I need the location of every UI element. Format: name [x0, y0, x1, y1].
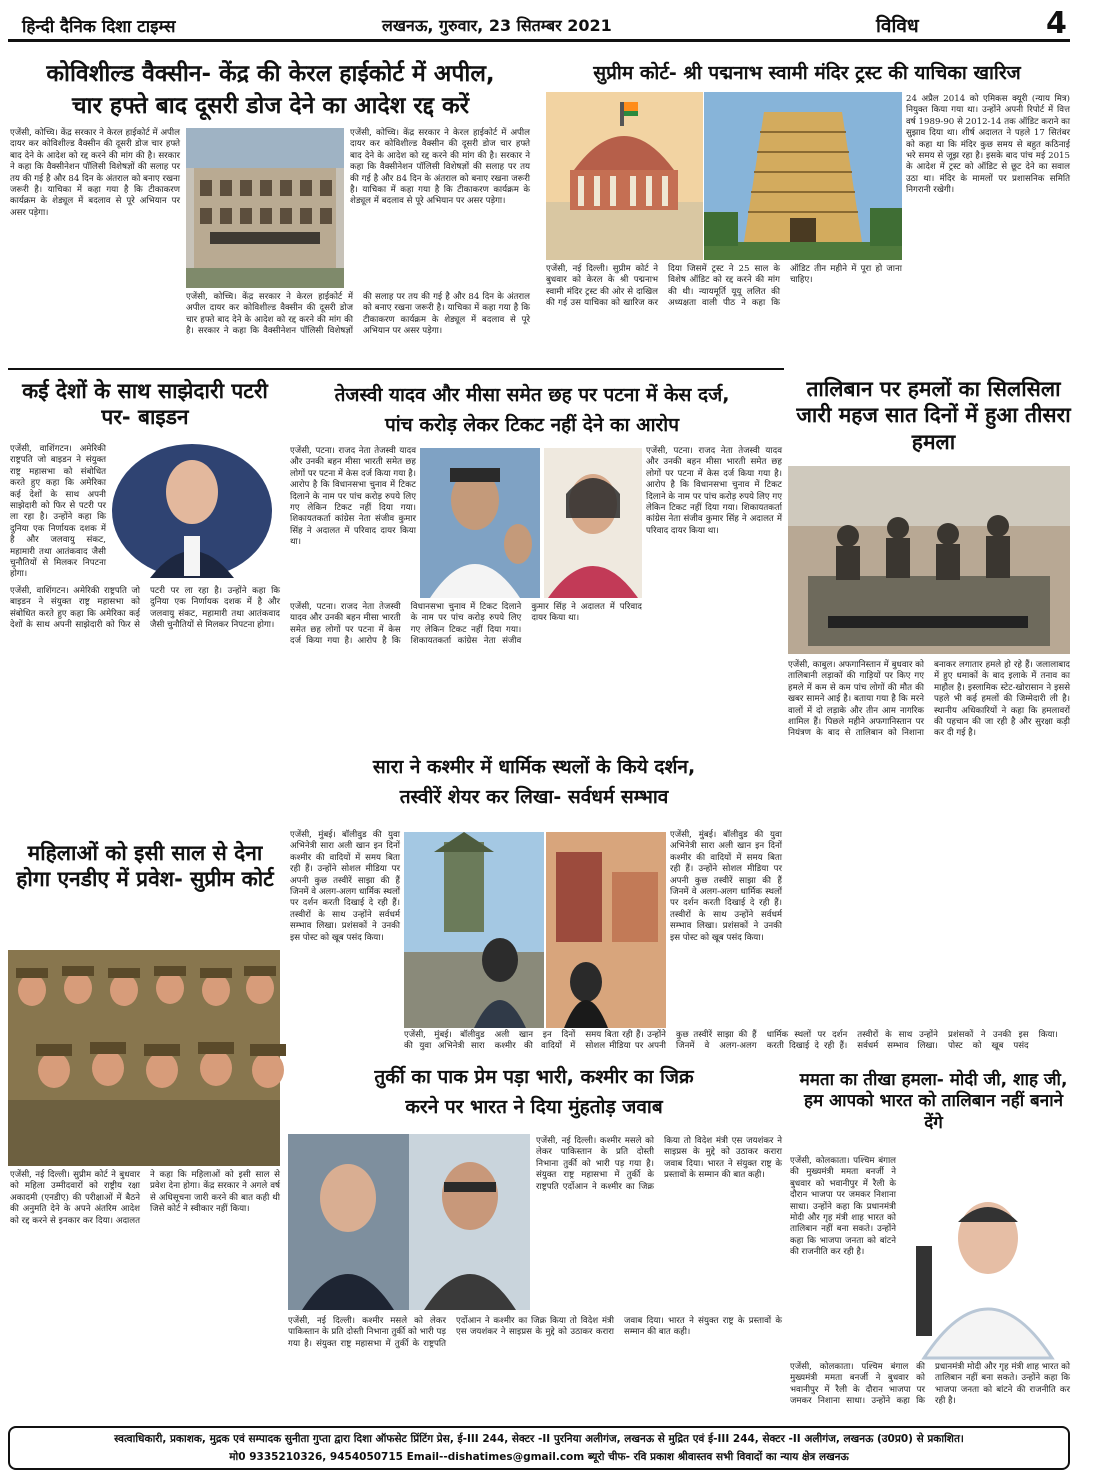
erdogan-jaishankar-photo	[288, 1134, 530, 1310]
taliban-fighters-photo	[788, 466, 1070, 654]
tejashwi-body-bottom: एजेंसी, पटना। राजद नेता तेजस्वी यादव और उनकी बहन मीसा भारती समेत छह लोगों पर पटना में केस दर्ज किया गया है। आरोप है कि विधानसभा चुनाव में टिकट दिलाने के नाम पर पांच करोड़ रुपये लिए गए लेकिन टिकट नहीं दिया गया। शिकायतकर्ता कांग्रेस नेता संजीव कुमार सिंह ने अदालत में परिवाद दायर किया था।	[290, 602, 642, 647]
padmanabha-side-body: 24 अप्रैल 2014 को एमिकस क्यूरी (न्याय मित्र) नियुक्त किया गया था। उन्होंने अपनी रिपोर्ट में वित्त वर्ष 1989-90 से 2012-14 तक ऑडिट कराने का सुझाव दिया था। शीर्ष अदालत ने पहले 17 सितंबर को कहा था कि मंदिर कुछ समय से बहुत कठिनाई भरे समय से जूझ रहा है। इसके बाद पांच मई 2015 के आदेश में ट्रस्ट को ऑडिट से छूट देने का सवाल उठा था। मंदिर के मामलों पर प्रशासनिक समिति निगरानी रखेगी।	[906, 94, 1070, 196]
sara-body-right: एजेंसी, मुंबई। बॉलीवुड की युवा अभिनेत्री सारा अली खान इन दिनों कश्मीर की वादियों में समय बिता रही हैं। उन्होंने सोशल मीडिया पर अपनी कुछ तस्वीरें साझा की हैं जिनमें वे अलग-अलग धार्मिक स्थलों पर दर्शन करती दिखाई दे रही हैं। तस्वीरों के साथ उन्होंने सर्वधर्म सम्भाव लिखा। प्रशंसकों ने उनकी इस पोस्ट को खूब पसंद किया।	[670, 830, 782, 943]
taliban-headline: तालिबान पर हमलों का सिलसिला जारी महज सात दिनों में हुआ तीसरा हमला	[796, 377, 1071, 454]
biden-body-left: एजेंसी, वाशिंगटन। अमेरिकी राष्ट्रपति जो बाइडन ने संयुक्त राष्ट्र महासभा को संबोधित करते हुए कहा कि अमेरिका कई देशों के साथ अपनी साझेदारी को फिर से पटरी पर ला रहा है। उन्होंने कहा कि दुनिया एक निर्णायक दशक में है और जलवायु संकट, महामारी तथा आतंकवाद जैसी चुनौतियों से मिलकर निपटना होगा।	[10, 444, 106, 580]
masthead	[8, 8, 1070, 42]
covishield-body-mid: एजेंसी, कोच्चि। केंद्र सरकार ने केरल हाईकोर्ट में अपील दायर कर कोविशील्ड वैक्सीन की दूसरी डोज चार हफ्ते बाद देने के आदेश को रद्द करने की मांग की है। सरकार ने कहा कि वैक्सीनेशन पॉलिसी विशेषज्ञों की सलाह पर तय की गई है और 84 दिन के अंतराल को बनाए रखना जरूरी है। याचिका में कहा गया है कि टीकाकरण कार्यक्रम के शेड्यूल में बदलाव से पूरे अभियान पर असर पड़ेगा।	[350, 128, 530, 207]
padmanabha-body: एजेंसी, नई दिल्ली। सुप्रीम कोर्ट ने बुधवार को केरल के श्री पद्मनाभ स्वामी मंदिर ट्रस्ट की ओर से दाखिल की गई उस याचिका को खारिज कर दिया जिसमें ट्रस्ट ने 25 साल के विशेष ऑडिट को रद्द करने की मांग की थी। न्यायमूर्ति यूयू ललित की अध्यक्षता वाली पीठ ने कहा कि ऑडिट तीन महीने में पूरा हो जाना चाहिए।	[546, 264, 902, 309]
tejashwi-body-left: एजेंसी, पटना। राजद नेता तेजस्वी यादव और उनकी बहन मीसा भारती समेत छह लोगों पर पटना में केस दर्ज किया गया है। आरोप है कि विधानसभा चुनाव में टिकट दिलाने के नाम पर पांच करोड़ रुपये लिए गए लेकिन टिकट नहीं दिया गया। शिकायतकर्ता कांग्रेस नेता संजीव कुमार सिंह ने अदालत में परिवाद दायर किया था।	[290, 446, 416, 548]
turkey-headline-2: करने पर भारत ने दिया मुंहतोड़ जवाब	[405, 1096, 663, 1118]
sara-body-left: एजेंसी, मुंबई। बॉलीवुड की युवा अभिनेत्री सारा अली खान इन दिनों कश्मीर की वादियों में समय बिता रही हैं। उन्होंने सोशल मीडिया पर अपनी कुछ तस्वीरें साझा की हैं जिनमें वे अलग-अलग धार्मिक स्थलों पर दर्शन करती दिखाई दे रही हैं। तस्वीरों के साथ उन्होंने सर्वधर्म सम्भाव लिखा। प्रशंसकों ने उनकी इस पोस्ट को खूब पसंद किया।	[290, 830, 400, 943]
women-nda-headline: महिलाओं को इसी साल से देना होगा एनडीए में प्रवेश- सुप्रीम कोर्ट	[16, 841, 274, 892]
mamata-body-left: एजेंसी, कोलकाता। पश्चिम बंगाल की मुख्यमंत्री ममता बनर्जी ने बुधवार को भवानीपुर में रैली के दौरान भाजपा पर जमकर निशाना साधा। उन्होंने कहा कि प्रधानमंत्री मोदी और गृह मंत्री शाह भारत को तालिबान नहीं बना सकते। उन्होंने कहा कि भाजपा जनता को बांटने की राजनीति कर रही है।	[790, 1156, 896, 1258]
kerala-high-court-photo	[186, 128, 344, 288]
mamata-photo	[900, 1178, 1070, 1358]
issue-date: लखनऊ, गुरुवार, 23 सितम्बर 2021	[382, 16, 612, 35]
padmanabha-headline: सुप्रीम कोर्ट- श्री पद्मनाभ स्वामी मंदिर ट्रस्ट की याचिका खारिज	[593, 62, 1021, 84]
turkey-body-bottom: एजेंसी, नई दिल्ली। कश्मीर मसले को लेकर पाकिस्तान के प्रति दोस्ती निभाना तुर्की को भारी पड़ गया है। संयुक्त राष्ट्र महासभा में तुर्की के राष्ट्रपति एर्दोआन ने कश्मीर का जिक्र किया तो विदेश मंत्री एस जयशंकर ने साइप्रस के मुद्दे को उठाकर करारा जवाब दिया। भारत ने संयुक्त राष्ट्र के प्रस्तावों के सम्मान की बात कही।	[288, 1316, 782, 1349]
section-name: विविध	[876, 15, 919, 37]
turkey-headline-1: तुर्की का पाक प्रेम पड़ा भारी, कश्मीर का जिक्र	[374, 1066, 694, 1088]
page-number: 4	[1046, 6, 1067, 41]
sara-headline-1: सारा ने कश्मीर में धार्मिक स्थलों के किये दर्शन,	[372, 756, 696, 778]
padmanabha-temple-photo	[704, 92, 902, 260]
covishield-headline-2: चार हफ्ते बाद दूसरी डोज देने का आदेश रद्द करें	[71, 93, 470, 119]
sara-kashmir-photo-1	[404, 832, 544, 1028]
biden-headline: कई देशों के साथ साझेदारी पटरी पर- बाइडन	[22, 379, 268, 430]
supreme-court-photo	[546, 92, 703, 260]
turkey-body-right: एजेंसी, नई दिल्ली। कश्मीर मसले को लेकर पाकिस्तान के प्रति दोस्ती निभाना तुर्की को भारी पड़ गया है। संयुक्त राष्ट्र महासभा में तुर्की के राष्ट्रपति एर्दोआन ने कश्मीर का जिक्र किया तो विदेश मंत्री एस जयशंकर ने साइप्रस के मुद्दे को उठाकर करारा जवाब दिया। भारत ने संयुक्त राष्ट्र के प्रस्तावों के सम्मान की बात कही।	[536, 1136, 782, 1192]
publisher-footer	[8, 1426, 1070, 1470]
tejashwi-photo	[420, 448, 540, 598]
tejashwi-headline-2: पांच करोड़ लेकर टिकट नहीं देने का आरोप	[384, 414, 680, 436]
covishield-body-left: एजेंसी, कोच्चि। केंद्र सरकार ने केरल हाईकोर्ट में अपील दायर कर कोविशील्ड वैक्सीन की दूसरी डोज चार हफ्ते बाद देने के आदेश को रद्द करने की मांग की है। सरकार ने कहा कि वैक्सीनेशन पॉलिसी विशेषज्ञों की सलाह पर तय की गई है और 84 दिन के अंतराल को बनाए रखना जरूरी है। याचिका में कहा गया है कि टीकाकरण कार्यक्रम के शेड्यूल में बदलाव से पूरे अभियान पर असर पड़ेगा।	[10, 128, 180, 218]
sara-body-bottom: एजेंसी, मुंबई। बॉलीवुड की युवा अभिनेत्री सारा अली खान इन दिनों कश्मीर की वादियों में समय बिता रही हैं। उन्होंने सोशल मीडिया पर अपनी कुछ तस्वीरें साझा की हैं जिनमें वे अलग-अलग धार्मिक स्थलों पर दर्शन करती दिखाई दे रही हैं। तस्वीरों के साथ उन्होंने सर्वधर्म सम्भाव लिखा। प्रशंसकों ने उनकी इस पोस्ट को खूब पसंद किया।	[404, 1030, 1058, 1052]
women-nda-body: एजेंसी, नई दिल्ली। सुप्रीम कोर्ट ने बुधवार को महिला उम्मीदवारों को राष्ट्रीय रक्षा अकादमी (एनडीए) की परीक्षाओं में बैठने की अनुमति देने के अपने अंतरिम आदेश को रद्द करने से इनकार कर दिया। अदालत ने कहा कि महिलाओं को इसी साल से प्रवेश देना होगा। केंद्र सरकार ने अगले वर्ष से अधिसूचना जारी करने की बात कही थी जिसे कोर्ट ने स्वीकार नहीं किया।	[10, 1170, 280, 1226]
biden-body-bottom: एजेंसी, वाशिंगटन। अमेरिकी राष्ट्रपति जो बाइडन ने संयुक्त राष्ट्र महासभा को संबोधित करते हुए कहा कि अमेरिका कई देशों के साथ अपनी साझेदारी को फिर से पटरी पर ला रहा है। उन्होंने कहा कि दुनिया एक निर्णायक दशक में है और जलवायु संकट, महामारी तथा आतंकवाद जैसी चुनौतियों से मिलकर निपटना होगा।	[10, 586, 280, 631]
paper-name: हिन्दी दैनिक दिशा टाइम्स	[22, 17, 176, 37]
covishield-headline-1: कोविशील्ड वैक्सीन- केंद्र की केरल हाईकोर्ट में अपील,	[46, 61, 495, 87]
women-cadets-photo	[8, 950, 280, 1166]
sara-kashmir-photo-2	[546, 832, 666, 1028]
publisher-info: स्वत्वाधिकारी, प्रकाशक, मुद्रक एवं सम्पादक सुनीता गुप्ता द्वारा दिशा ऑफसेट प्रिंटिंग प्रेस, ई-III 244, सेक्टर -II पुरनिया अलीगंज, लखनऊ से मुद्रित एवं ई-III 244, सेक्टर -II अलीगंज, लखनऊ (उ0प्र0) से प्रकाशित।	[114, 1433, 964, 1445]
sara-headline-2: तस्वीरें शेयर कर लिखा- सर्वधर्म सम्भाव	[399, 786, 669, 808]
contact-info: मो0 9335210326, 9454050715 Email--dishatimes@gmail.com ब्यूरो चीफ- रवि प्रकाश श्रीवास्तव सभी विवादों का न्याय क्षेत्र लखनऊ	[229, 1451, 849, 1463]
tejashwi-body-right: एजेंसी, पटना। राजद नेता तेजस्वी यादव और उनकी बहन मीसा भारती समेत छह लोगों पर पटना में केस दर्ज किया गया है। आरोप है कि विधानसभा चुनाव में टिकट दिलाने के नाम पर पांच करोड़ रुपये लिए गए लेकिन टिकट नहीं दिया गया। शिकायतकर्ता कांग्रेस नेता संजीव कुमार सिंह ने अदालत में परिवाद दायर किया था।	[646, 446, 782, 536]
covishield-body-bottom: एजेंसी, कोच्चि। केंद्र सरकार ने केरल हाईकोर्ट में अपील दायर कर कोविशील्ड वैक्सीन की दूसरी डोज चार हफ्ते बाद देने के आदेश को रद्द करने की मांग की है। सरकार ने कहा कि वैक्सीनेशन पॉलिसी विशेषज्ञों की सलाह पर तय की गई है और 84 दिन के अंतराल को बनाए रखना जरूरी है। याचिका में कहा गया है कि टीकाकरण कार्यक्रम के शेड्यूल में बदलाव से पूरे अभियान पर असर पड़ेगा।	[186, 292, 530, 337]
taliban-body: एजेंसी, काबुल। अफगानिस्तान में बुधवार को तालिबानी लड़ाकों की गाड़ियों पर किए गए हमले में कम से कम पांच लोगों की मौत की खबर सामने आई है। बताया गया है कि मरने वालों में दो लड़ाके और तीन आम नागरिक शामिल हैं। पिछले महीने अफगानिस्तान पर नियंत्रण के बाद से तालिबान को निशाना बनाकर लगातार हमले हो रहे हैं। जलालाबाद में हुए धमाकों के बाद इलाके में तनाव का माहौल है। इस्लामिक स्टेट-खोरासान ने इससे पहले भी कई हमलों की जिम्मेदारी ली है। स्थानीय अधिकारियों ने कहा कि हमलावरों की पहचान की जा रही है और सुरक्षा कड़ी कर दी गई है।	[788, 660, 1070, 739]
mamata-headline: ममता का तीखा हमला- मोदी जी, शाह जी, हम आपको भारत को तालिबान नहीं बनाने देंगे	[799, 1070, 1068, 1133]
tejashwi-headline-1: तेजस्वी यादव और मीसा समेत छह पर पटना में केस दर्ज,	[334, 384, 730, 406]
mamata-body-bottom: एजेंसी, कोलकाता। पश्चिम बंगाल की मुख्यमंत्री ममता बनर्जी ने बुधवार को भवानीपुर में रैली के दौरान भाजपा पर जमकर निशाना साधा। उन्होंने कहा कि प्रधानमंत्री मोदी और गृह मंत्री शाह भारत को तालिबान नहीं बना सकते। उन्होंने कहा कि भाजपा जनता को बांटने की राजनीति कर रही है।	[790, 1362, 1070, 1407]
section-divider	[8, 368, 784, 370]
misa-bharti-photo	[544, 448, 642, 598]
biden-photo	[112, 444, 272, 578]
